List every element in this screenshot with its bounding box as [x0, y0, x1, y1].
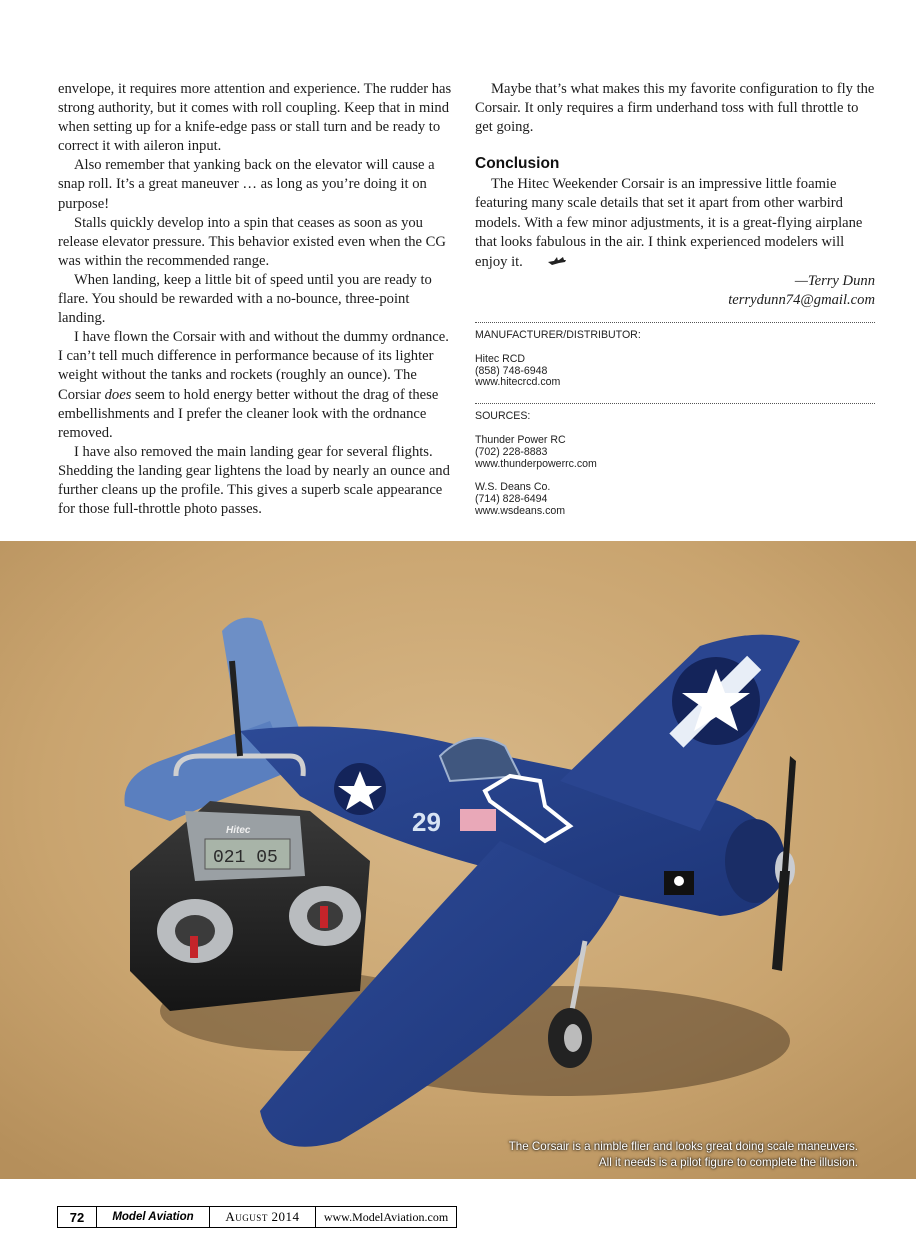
corsair-photo — [0, 541, 916, 1179]
paragraph-text: I have flown the Corsair with and without the dummy ordnance. I can’t tell much difference in performance because of its lighter weight without the tanks and rockets (roughly an ounce). The Corsiar — [58, 329, 449, 403]
transmitter-lcd-readout: 021 05 — [213, 848, 278, 868]
company-website[interactable]: www.hitecrcd.com — [475, 376, 561, 389]
company-phone: (714) 828-6494 — [475, 493, 548, 506]
caption-line: The Corsair is a nimble flier and looks great doing scale maneuvers. — [508, 1140, 858, 1153]
transmitter-brand: Hitec — [226, 825, 251, 836]
manufacturer-entry — [475, 354, 875, 389]
company-name: Thunder Power RC — [475, 433, 566, 446]
magazine-name: Model Aviation — [97, 1207, 210, 1227]
sources-box — [475, 322, 875, 518]
paragraph-text: seem to hold energy better without the drag of these embellishments and I prefer the cleaner look with the ordnance removed. — [58, 386, 439, 441]
company-phone: (858) 748-6948 — [475, 364, 548, 377]
sources-label: SOURCES: — [475, 410, 531, 423]
magazine-website[interactable]: www.ModelAviation.com — [323, 1209, 449, 1224]
skull-mark — [674, 876, 684, 886]
page-number: 72 — [58, 1207, 97, 1227]
paragraph: Stalls quickly develop into a spin that ceases as soon as you release elevator pressure. This behavior existed even when the CG was within the recommended range. — [58, 214, 446, 269]
company-name: W.S. Deans Co. — [475, 481, 551, 494]
paragraph: Maybe that’s what makes this my favorite configuration to fly the Corsair. It only requires a firm underhand toss with full throttle to get going. — [475, 81, 875, 136]
wheel-hub — [564, 1024, 582, 1052]
company-website[interactable]: www.thunderpowerrc.com — [475, 457, 597, 470]
paragraph: When landing, keep a little bit of speed until you are ready to flare. You should be rewarded with a no-bounce, three-point landing. — [58, 271, 432, 327]
paragraph-text: The Hitec Weekender Corsair is an impressive little foamie featuring many scale details that set it apart from other warbird models. With a few minor adjustments, it is a great-flying airplane that looks fabulous in the air. I think experienced modelers will enjoy it. — [475, 176, 863, 270]
source-entry — [475, 482, 875, 517]
divider — [475, 322, 875, 323]
paragraph: Also remember that yanking back on the elevator will cause a snap roll. It’s a great maneuver … as long as you’re doing it on purpose! — [58, 157, 435, 212]
airplane-end-mark-icon — [531, 252, 567, 271]
caption-line: All it needs is a pilot figure to complete the illusion. — [598, 1155, 858, 1169]
photo-illustration — [0, 541, 916, 1179]
paragraph: I have also removed the main landing gear for several flights. Shedding the landing gear lightens the load by nearly an ounce and further cleans up the profile. This gives a superb scale appearance for those full-throttle photo passes. — [58, 443, 450, 518]
author-name: —Terry Dunn — [794, 272, 875, 289]
conclusion-heading: Conclusion — [475, 155, 560, 173]
cowling — [725, 819, 785, 903]
page-footer — [57, 1206, 457, 1228]
article-right-column — [475, 80, 875, 310]
article-left-column — [58, 80, 454, 519]
emphasis-text: does — [104, 386, 132, 403]
company-website[interactable]: www.wsdeans.com — [475, 504, 566, 517]
company-name: Hitec RCD — [475, 352, 526, 365]
divider — [475, 403, 875, 404]
source-entry — [475, 435, 875, 470]
company-phone: (702) 228-8883 — [475, 445, 548, 458]
author-email[interactable]: terrydunn74@gmail.com — [728, 291, 875, 308]
tail-number: 29 — [412, 807, 441, 837]
conclusion-paragraph — [475, 175, 875, 271]
paragraph — [58, 328, 454, 443]
paragraph: envelope, it requires more attention and experience. The rudder has strong authority, but it comes with roll coupling. Keep that in mind when setting up for a knife-edge pass or stall turn and be ready to correct it with aileron input. — [58, 81, 452, 155]
issue-date: August 2014 — [210, 1207, 316, 1227]
manufacturer-label: MANUFACTURER/DISTRIBUTOR: — [475, 329, 641, 341]
photo-caption — [509, 1139, 858, 1170]
kill-markings — [460, 809, 496, 831]
